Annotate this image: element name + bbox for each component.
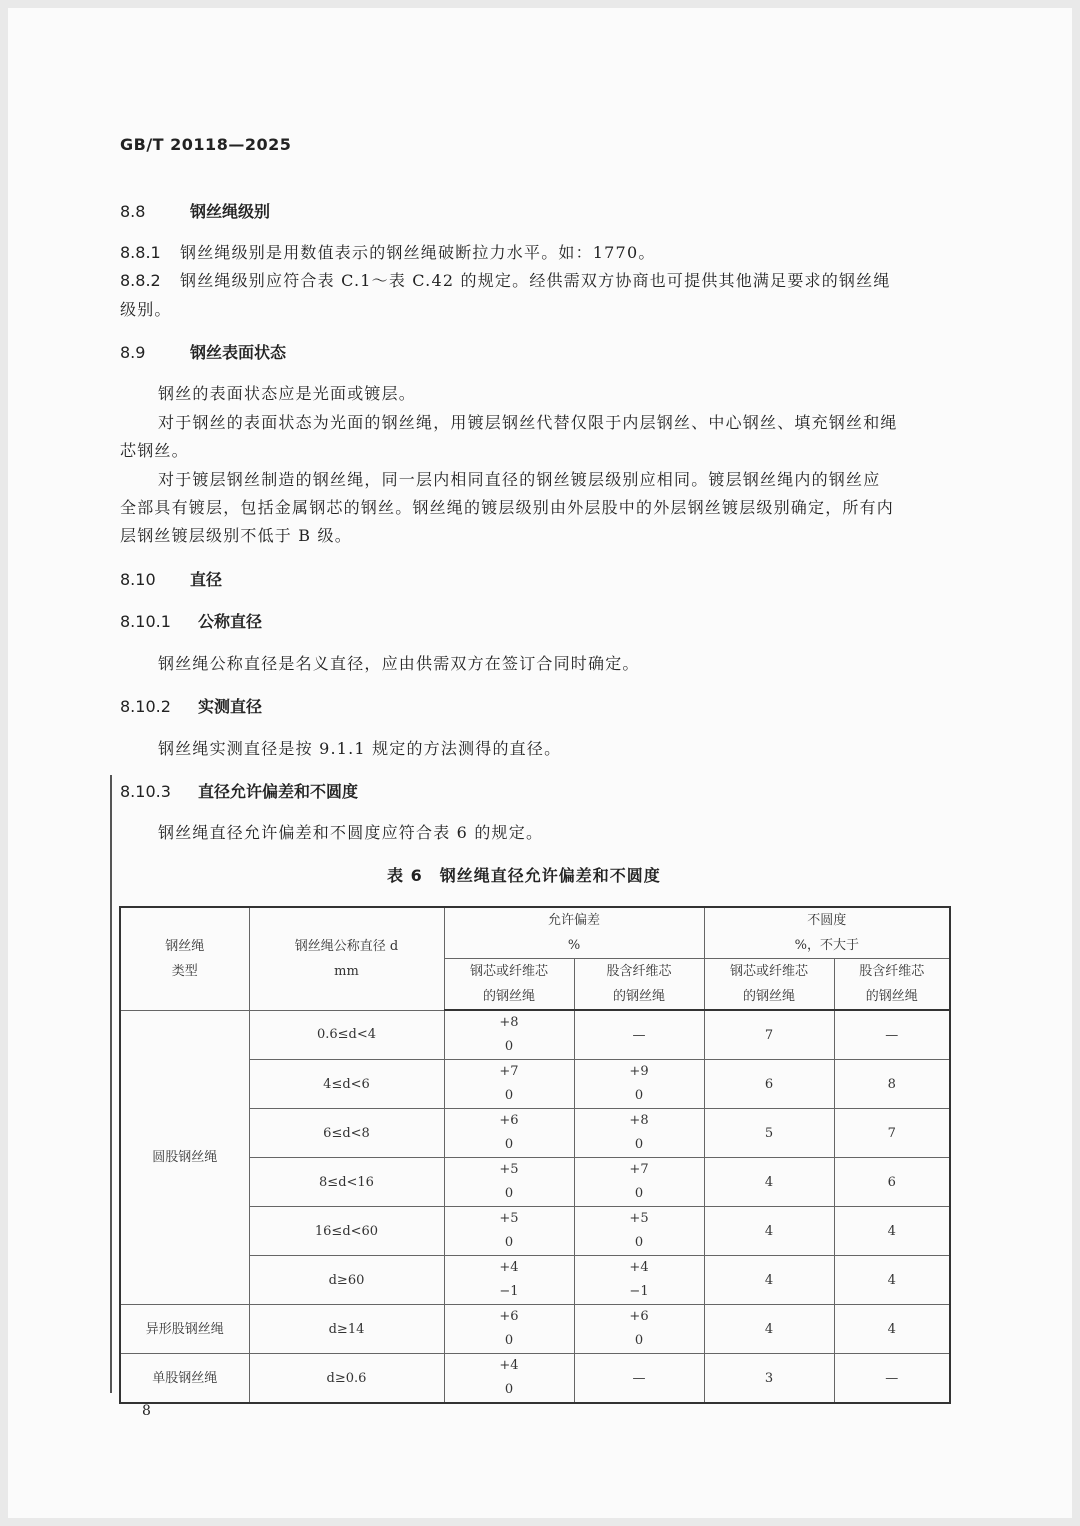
tolerance-cell: — <box>574 1354 704 1404</box>
header-sub-tolerance-steel-core: 钢芯或纤维芯 的钢丝绳 <box>444 959 574 1011</box>
clause-8-8-2: 8.8.2 钢丝绳级别应符合表 C.1～表 C.42 的规定。经供需双方协商也可提供其他满足要求的钢丝绳 <box>120 271 891 290</box>
tolerance-cell: +6 0 <box>444 1109 574 1158</box>
tolerance-cell: +8 0 <box>574 1109 704 1158</box>
standard-code: GB/T 20118—2025 <box>120 135 292 154</box>
paragraph-line: 全部具有镀层，包括金属钢芯的钢丝。钢丝绳的镀层级别由外层股中的外层钢丝镀层级别确定，所有内 <box>120 498 895 517</box>
tolerance-cell: +6 0 <box>444 1305 574 1354</box>
group-round-strand: 圆股钢丝绳 <box>120 1010 249 1305</box>
header-sub-ovality-steel-core: 钢芯或纤维芯 的钢丝绳 <box>704 959 834 1011</box>
paragraph-line: 芯钢丝。 <box>120 441 189 460</box>
ovality-cell: 4 <box>704 1305 834 1354</box>
diameter-tolerance-table <box>119 906 951 1404</box>
ovality-cell: 4 <box>834 1256 950 1305</box>
table-row <box>120 1010 950 1060</box>
tolerance-cell: +5 0 <box>444 1158 574 1207</box>
tolerance-cell: +4 −1 <box>444 1256 574 1305</box>
header-tolerance: 允许偏差 % <box>444 907 704 959</box>
paragraph-line: 层钢丝镀层级别不低于 B 级。 <box>120 526 352 545</box>
tolerance-cell: +4 0 <box>444 1354 574 1404</box>
tolerance-cell: +5 0 <box>444 1207 574 1256</box>
ovality-cell: — <box>834 1354 950 1404</box>
group-shaped-strand: 异形股钢丝绳 <box>120 1305 249 1354</box>
clause-8-8-2-cont: 级别。 <box>120 300 172 319</box>
section-heading-8-10: 8.10 直径 <box>120 570 223 589</box>
diameter-range: 8≤d<16 <box>249 1158 444 1207</box>
ovality-cell: 6 <box>704 1060 834 1109</box>
diameter-range: d≥14 <box>249 1305 444 1354</box>
revision-bar <box>110 775 112 1393</box>
diameter-range: 0.6≤d<4 <box>249 1010 444 1060</box>
tolerance-cell: — <box>574 1010 704 1060</box>
header-sub-tolerance-fibre-strand: 股含纤维芯 的钢丝绳 <box>574 959 704 1011</box>
tolerance-cell: +8 0 <box>444 1010 574 1060</box>
diameter-range: d≥0.6 <box>249 1354 444 1404</box>
paragraph-line: 钢丝的表面状态应是光面或镀层。 <box>158 384 417 403</box>
diameter-range: 6≤d<8 <box>249 1109 444 1158</box>
header-nominal-diameter: 钢丝绳公称直径 d mm <box>249 907 444 1010</box>
paragraph-line: 对于镀层钢丝制造的钢丝绳，同一层内相同直径的钢丝镀层级别应相同。镀层钢丝绳内的钢丝应 <box>158 470 881 489</box>
ovality-cell: 4 <box>834 1305 950 1354</box>
page-number: 8 <box>142 1403 151 1419</box>
paragraph-line: 对于钢丝的表面状态为光面的钢丝绳，用镀层钢丝代替仅限于内层钢丝、中心钢丝、填充钢丝和绳 <box>158 413 898 432</box>
ovality-cell: 4 <box>704 1207 834 1256</box>
diameter-range: d≥60 <box>249 1256 444 1305</box>
tolerance-cell: +9 0 <box>574 1060 704 1109</box>
paragraph-line: 钢丝绳直径允许偏差和不圆度应符合表 6 的规定。 <box>158 823 544 842</box>
table-caption: 表 6 钢丝绳直径允许偏差和不圆度 <box>387 866 661 885</box>
tolerance-cell: +5 0 <box>574 1207 704 1256</box>
ovality-cell: 3 <box>704 1354 834 1404</box>
header-rope-type: 钢丝绳 类型 <box>120 907 249 1010</box>
ovality-cell: 6 <box>834 1158 950 1207</box>
tolerance-cell: +4 −1 <box>574 1256 704 1305</box>
ovality-cell: — <box>834 1010 950 1060</box>
header-sub-ovality-fibre-strand: 股含纤维芯 的钢丝绳 <box>834 959 950 1011</box>
tolerance-cell: +7 0 <box>444 1060 574 1109</box>
section-heading-8-10-1: 8.10.1 公称直径 <box>120 612 263 631</box>
header-ovality: 不圆度 %，不大于 <box>704 907 950 959</box>
ovality-cell: 8 <box>834 1060 950 1109</box>
ovality-cell: 7 <box>704 1010 834 1060</box>
section-heading-8-10-2: 8.10.2 实测直径 <box>120 697 263 716</box>
ovality-cell: 4 <box>704 1256 834 1305</box>
ovality-cell: 5 <box>704 1109 834 1158</box>
group-single-strand: 单股钢丝绳 <box>120 1354 249 1404</box>
section-heading-8-9: 8.9 钢丝表面状态 <box>120 343 287 362</box>
tolerance-cell: +6 0 <box>574 1305 704 1354</box>
paragraph-line: 钢丝绳实测直径是按 9.1.1 规定的方法测得的直径。 <box>158 739 562 758</box>
diameter-range: 4≤d<6 <box>249 1060 444 1109</box>
section-heading-8-8: 8.8 钢丝绳级别 <box>120 202 271 221</box>
ovality-cell: 4 <box>834 1207 950 1256</box>
paragraph-line: 钢丝绳公称直径是名义直径，应由供需双方在签订合同时确定。 <box>158 654 640 673</box>
clause-8-8-1: 8.8.1 钢丝绳级别是用数值表示的钢丝绳破断拉力水平。如：1770。 <box>120 243 656 262</box>
table-row <box>120 1305 950 1354</box>
ovality-cell: 4 <box>704 1158 834 1207</box>
tolerance-cell: +7 0 <box>574 1158 704 1207</box>
ovality-cell: 7 <box>834 1109 950 1158</box>
section-heading-8-10-3: 8.10.3 直径允许偏差和不圆度 <box>120 782 359 801</box>
table-row <box>120 1354 950 1404</box>
diameter-range: 16≤d<60 <box>249 1207 444 1256</box>
